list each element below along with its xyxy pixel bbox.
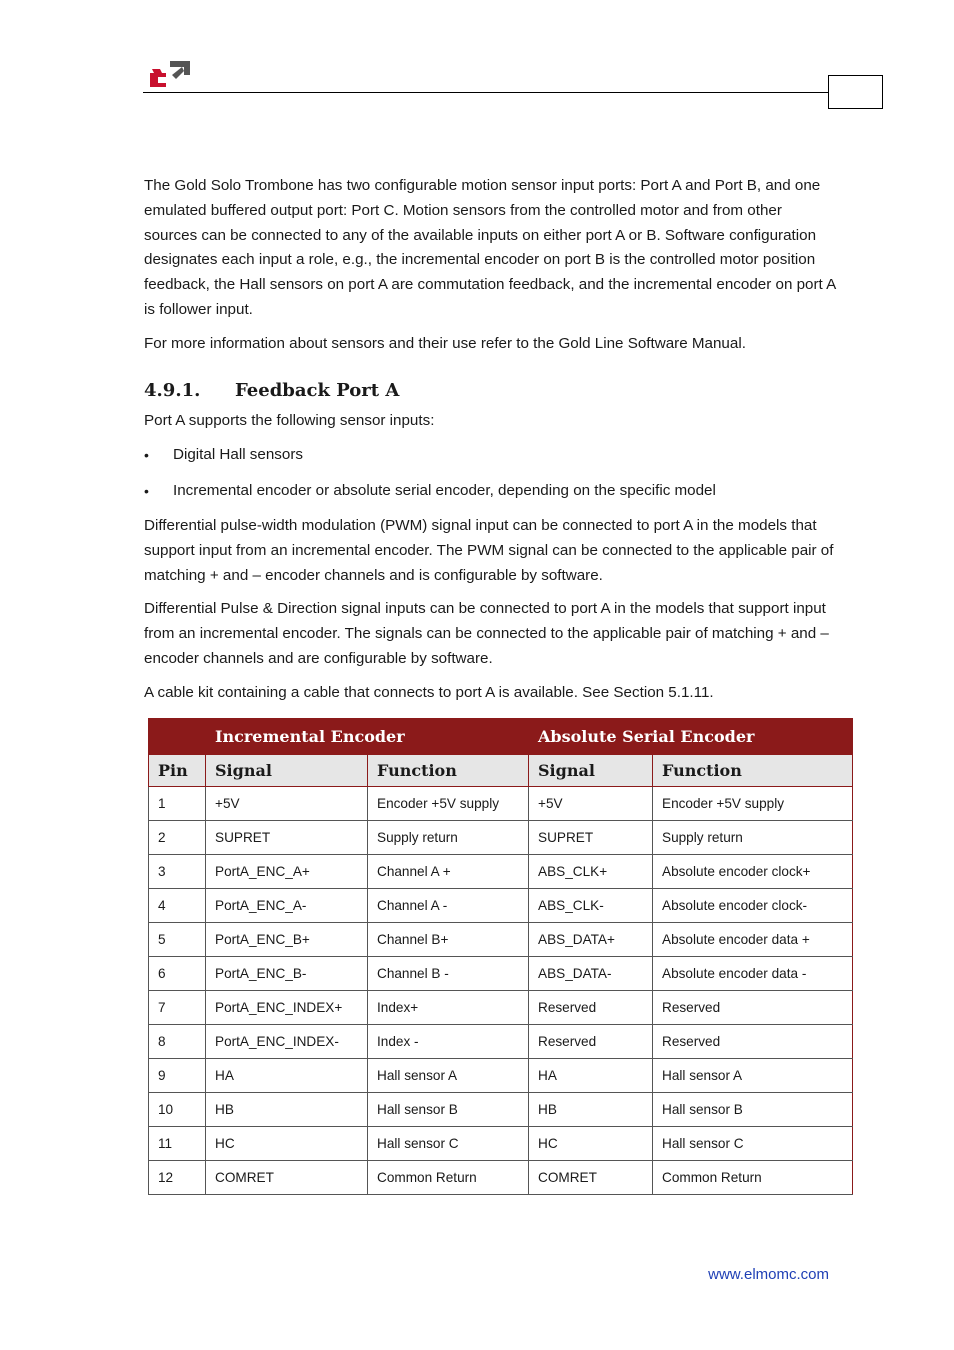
table-row [149, 821, 853, 855]
signal-cell: PortA_ENC_INDEX+ [206, 991, 368, 1025]
function-cell: Reserved [653, 1025, 853, 1059]
header-rule [143, 92, 829, 93]
table-row [149, 1059, 853, 1093]
table-column-header-row [149, 755, 853, 787]
function-cell: Hall sensor B [653, 1093, 853, 1127]
column-header-function: Function [653, 755, 853, 787]
list-item: • Digital Hall sensors [144, 443, 836, 468]
cable-kit-paragraph: A cable kit containing a cable that connects to port A is available. See Section 5.1.11. [144, 683, 714, 701]
function-cell: Absolute encoder clock- [653, 889, 853, 923]
table-row [149, 855, 853, 889]
signal-cell: HA [529, 1059, 653, 1093]
table-row [149, 1161, 853, 1195]
signal-cell: HC [206, 1127, 368, 1161]
function-cell: Encoder +5V supply [653, 787, 853, 821]
column-header-signal: Signal [206, 755, 368, 787]
table-row [149, 1025, 853, 1059]
signal-cell: PortA_ENC_B+ [206, 923, 368, 957]
table-row [149, 923, 853, 957]
function-cell: Supply return [368, 821, 529, 855]
table-row [149, 1127, 853, 1161]
section-lead: Port A supports the following sensor inputs: [144, 411, 435, 429]
function-cell: Reserved [653, 991, 853, 1025]
elmo-logo [148, 59, 192, 89]
pin-cell: 9 [149, 1059, 206, 1093]
page-number-box [828, 75, 883, 109]
function-cell: Common Return [653, 1161, 853, 1195]
function-cell: Index+ [368, 991, 529, 1025]
port-a-pinout-table [148, 718, 853, 1195]
function-cell: Absolute encoder clock+ [653, 855, 853, 889]
signal-cell: +5V [206, 787, 368, 821]
pin-cell: 6 [149, 957, 206, 991]
pin-cell: 5 [149, 923, 206, 957]
pin-cell: 8 [149, 1025, 206, 1059]
function-cell: Channel A - [368, 889, 529, 923]
section-heading [144, 379, 836, 403]
intro-paragraph-reference: For more information about sensors and their use refer to the Gold Line Software Manual. [144, 334, 746, 352]
signal-cell: PortA_ENC_B- [206, 957, 368, 991]
table-row [149, 957, 853, 991]
pin-cell: 12 [149, 1161, 206, 1195]
function-cell: Channel B - [368, 957, 529, 991]
signal-cell: Reserved [529, 991, 653, 1025]
group-header-absolute: Absolute Serial Encoder [529, 719, 853, 755]
signal-cell: ABS_DATA- [529, 957, 653, 991]
function-cell: Hall sensor A [368, 1059, 529, 1093]
section-number: 4.9.1. [144, 379, 201, 401]
pin-cell: 4 [149, 889, 206, 923]
signal-cell: ABS_CLK+ [529, 855, 653, 889]
signal-cell: ABS_CLK- [529, 889, 653, 923]
intro-paragraph: The Gold Solo Trombone has two configurable motion sensor input ports: Port A and Port B, and one emulated buffered output port: Port C. Motion sensors from the controlled motor and from other sources can be connected to any of the available inputs on either port A or B. Software configuration designates each input a role, e.g., the incremental encoder on port B is the controlled motor position feedback, the Hall sensors on port A are commutation feedback, and the incremental encoder on port A is follower input. [144, 177, 836, 318]
pwm-paragraph: Differential pulse-width modulation (PWM) signal input can be connected to port A in the models that support input from an incremental encoder. The PWM signal can be connected to the applicable pair of matching + and – encoder channels and is configurable by software. [144, 516, 834, 584]
column-header-pin: Pin [149, 755, 206, 787]
pin-cell: 7 [149, 991, 206, 1025]
pulse-direction-paragraph: Differential Pulse & Direction signal inputs can be connected to port A in the models that support input from an incremental encoder. The signals can be connected to the applicable pair of matching + and – encoder channels and are configurable by software. [144, 600, 829, 667]
website-link[interactable]: www.elmomc.com [708, 1266, 829, 1283]
signal-cell: PortA_ENC_A- [206, 889, 368, 923]
table-row [149, 889, 853, 923]
signal-cell: PortA_ENC_INDEX- [206, 1025, 368, 1059]
function-cell: Index - [368, 1025, 529, 1059]
signal-cell: HB [206, 1093, 368, 1127]
signal-cell: COMRET [529, 1161, 653, 1195]
function-cell: Hall sensor C [368, 1127, 529, 1161]
table-row [149, 1093, 853, 1127]
column-header-signal: Signal [529, 755, 653, 787]
function-cell: Supply return [653, 821, 853, 855]
function-cell: Hall sensor A [653, 1059, 853, 1093]
table-group-header-row [149, 719, 853, 755]
list-item: • Incremental encoder or absolute serial encoder, depending on the specific model [144, 479, 836, 504]
function-cell: Absolute encoder data + [653, 923, 853, 957]
signal-cell: COMRET [206, 1161, 368, 1195]
function-cell: Channel B+ [368, 923, 529, 957]
signal-cell: SUPRET [206, 821, 368, 855]
group-header-incremental: Incremental Encoder [206, 719, 529, 755]
signal-cell: HA [206, 1059, 368, 1093]
pin-cell: 11 [149, 1127, 206, 1161]
signal-cell: +5V [529, 787, 653, 821]
function-cell: Absolute encoder data - [653, 957, 853, 991]
signal-cell: HB [529, 1093, 653, 1127]
signal-cell: PortA_ENC_A+ [206, 855, 368, 889]
column-header-function: Function [368, 755, 529, 787]
function-cell: Hall sensor C [653, 1127, 853, 1161]
table-row [149, 787, 853, 821]
signal-cell: Reserved [529, 1025, 653, 1059]
table-corner-cell [149, 719, 206, 755]
signal-cell: ABS_DATA+ [529, 923, 653, 957]
function-cell: Channel A + [368, 855, 529, 889]
pin-cell: 10 [149, 1093, 206, 1127]
function-cell: Encoder +5V supply [368, 787, 529, 821]
signal-cell: SUPRET [529, 821, 653, 855]
function-cell: Common Return [368, 1161, 529, 1195]
pin-cell: 2 [149, 821, 206, 855]
pin-cell: 3 [149, 855, 206, 889]
section-title: Feedback Port A [235, 379, 400, 401]
signal-cell: HC [529, 1127, 653, 1161]
pin-cell: 1 [149, 787, 206, 821]
page-body [144, 174, 836, 706]
function-cell: Hall sensor B [368, 1093, 529, 1127]
table-row [149, 991, 853, 1025]
sensor-list [144, 443, 836, 504]
